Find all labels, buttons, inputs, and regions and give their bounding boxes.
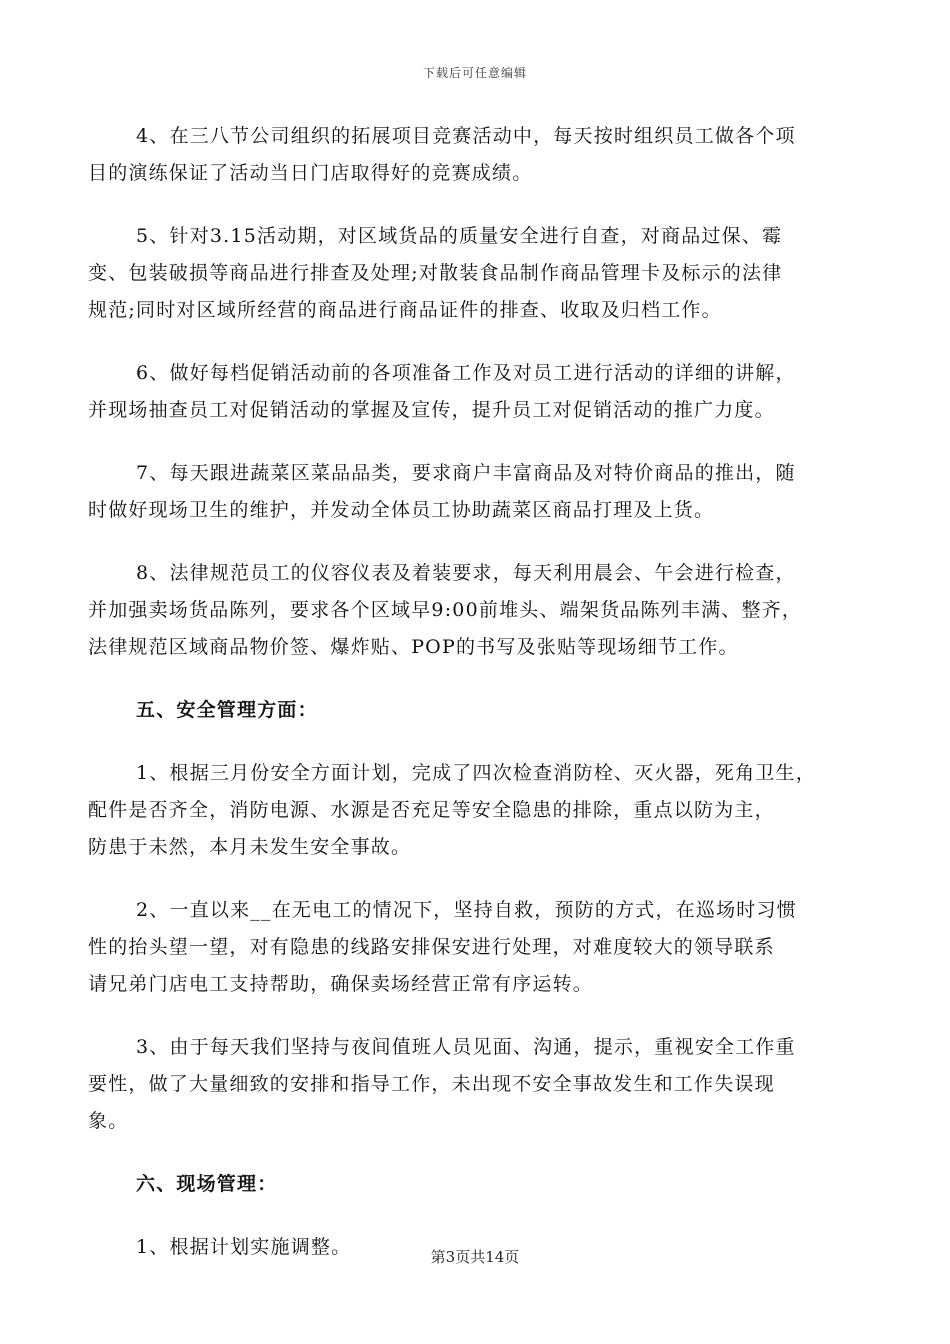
paragraph-line: 并现场抽查员工对促销活动的掌握及宣传，提升员工对促销活动的推广力度。	[88, 399, 775, 421]
heading-text: 六、现场管理：	[136, 1173, 278, 1195]
paragraph-item-4	[88, 118, 868, 192]
paragraph-item-8	[88, 555, 868, 666]
paragraph-safety-2	[88, 892, 868, 1003]
paragraph-line: 要性，做了大量细致的安排和指导工作，未出现不安全事故发生和工作失误现	[88, 1073, 775, 1095]
paragraph-line: 1、根据三月份安全方面计划，完成了四次检查消防栓、灭火器，死角卫生，	[136, 762, 816, 784]
paragraph-line: 请兄弟门店电工支持帮助，确保卖场经营正常有序运转。	[88, 973, 594, 995]
paragraph-line: 变、包装破损等商品进行排查及处理;对散装食品制作商品管理卡及标示的法律	[88, 262, 783, 284]
paragraph-line: 5、针对3.15活动期，对区域货品的质量安全进行自查，对商品过保、霉	[136, 225, 783, 247]
paragraph-item-5	[88, 218, 868, 329]
paragraph-line: 并加强卖场货品陈列，要求各个区域早9:00前堆头、端架货品陈列丰满、整齐，	[88, 599, 803, 621]
paragraph-line: 2、一直以来__在无电工的情况下，坚持自救，预防的方式，在巡场时习惯	[136, 899, 797, 921]
paragraph-safety-1	[88, 755, 868, 866]
paragraph-line: 7、每天跟进蔬菜区菜品品类，要求商户丰富商品及对特价商品的推出，随	[136, 462, 796, 484]
paragraph-line: 性的抬头望一望，对有隐患的线路安排保安进行处理，对难度较大的领导联系	[88, 936, 775, 958]
paragraph-item-7	[88, 455, 868, 529]
paragraph-line: 8、法律规范员工的仪容仪表及着装要求，每天利用晨会、午会进行检查，	[136, 562, 796, 584]
paragraph-line: 象。	[88, 1110, 129, 1132]
paragraph-line: 规范;同时对区域所经营的商品进行商品证件的排查、收取及归档工作。	[88, 299, 722, 321]
page-number-footer: 第3页共14页	[430, 1248, 520, 1266]
paragraph-line: 4、在三八节公司组织的拓展项目竞赛活动中，每天按时组织员工做各个项	[136, 125, 796, 147]
heading-text: 五、安全管理方面：	[136, 699, 318, 721]
page-header: 下载后可任意编辑	[422, 66, 527, 80]
section-heading-onsite	[88, 1166, 868, 1203]
section-heading-safety	[88, 692, 868, 729]
paragraph-line: 时做好现场卫生的维护，并发动全体员工协助蔬菜区商品打理及上货。	[88, 499, 715, 521]
document-body	[88, 118, 868, 1292]
paragraph-safety-3	[88, 1029, 868, 1140]
paragraph-item-6	[88, 355, 868, 429]
paragraph-line: 目的演练保证了活动当日门店取得好的竞赛成绩。	[88, 162, 533, 184]
paragraph-line: 6、做好每档促销活动前的各项准备工作及对员工进行活动的详细的讲解，	[136, 362, 796, 384]
paragraph-line: 3、由于每天我们坚持与夜间值班人员见面、沟通，提示，重视安全工作重	[136, 1036, 796, 1058]
paragraph-line: 配件是否齐全，消防电源、水源是否充足等安全隐患的排除，重点以防为主，	[88, 799, 775, 821]
paragraph-line: 1、根据计划实施调整。	[136, 1236, 352, 1258]
paragraph-line: 法律规范区域商品物价签、爆炸贴、POP的书写及张贴等现场细节工作。	[88, 636, 739, 658]
paragraph-line: 防患于未然，本月未发生安全事故。	[88, 836, 412, 858]
